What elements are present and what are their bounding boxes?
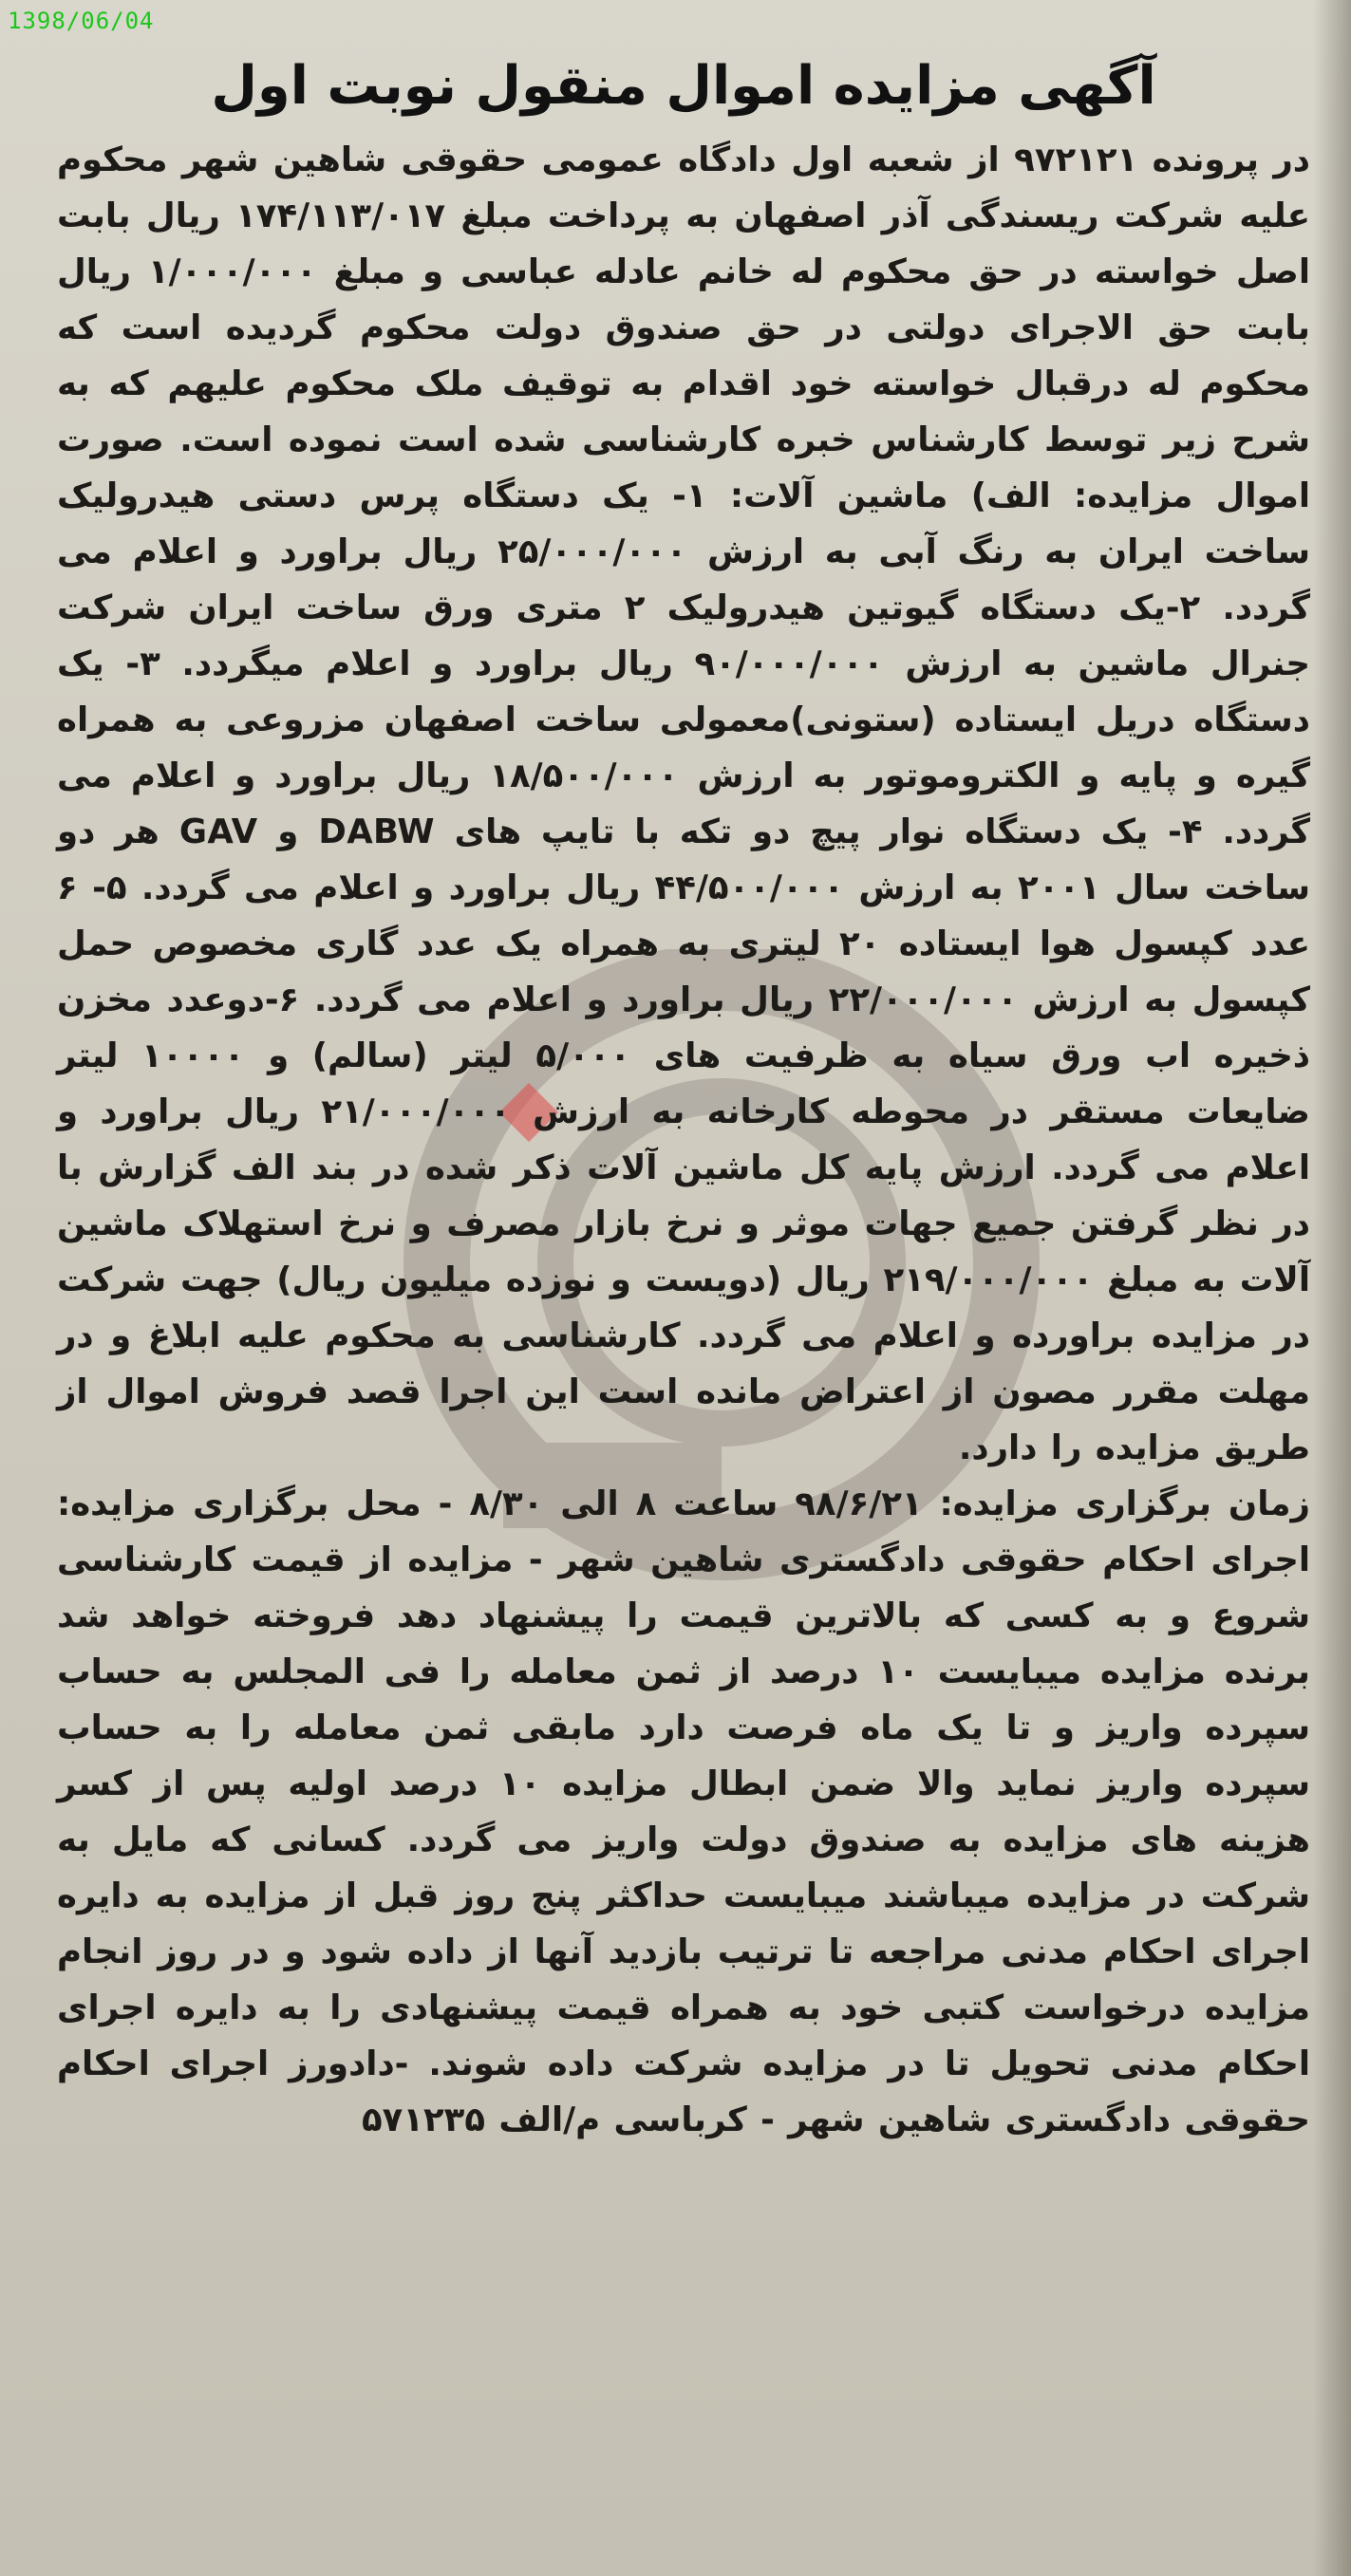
auction-notice — [57, 28, 1310, 2148]
date-stamp: 1398/06/04 — [8, 8, 155, 34]
notice-paragraph-schedule: زمان برگزاری مزایده: ۹۸/۶/۲۱ ساعت ۸ الی ۸/۳۰ - محل برگزاری مزایده: اجرای احکام حقوقی دادگستری شاهین شهر - مزایده از قیمت کارشناسی شروع و به کسی که بالاترین قیمت را پیشنهاد دهد فروخته خواهد شد برنده مزایده میبایست ۱۰ درصد از ثمن معامله را فی المجلس به حساب سپرده واریز و تا یک ماه فرصت دارد مابقی ثمن معامله را به حساب سپرده واریز نماید والا ضمن ابطال مزایده ۱۰ درصد اولیه پس از کسر هزینه های مزایده به صندوق دولت واریز می گردد. کسانی که مایل به شرکت در مزایده میباشند میبایست حداکثر پنج روز قبل از مزایده به دایره اجرای احکام مدنی مراجعه تا ترتیب بازدید آنها از داده شود و در روز انجام مزایده درخواست کتبی خود به همراه قیمت پیشنهادی را به دایره اجرای احکام مدنی تحویل تا در مزایده شرکت داده شوند. -دادورز اجرای احکام حقوقی دادگستری شاهین شهر - کرباسی م/الف ۵۷۱۲۳۵ — [57, 1484, 1310, 2139]
notice-paragraph-details: در پرونده ۹۷۲۱۲۱ از شعبه اول دادگاه عمومی حقوقی شاهین شهر محکوم علیه شرکت ریسندگی آذر اصفهان به پرداخت مبلغ ۱۷۴/۱۱۳/۰۱۷ ریال بابت اصل خواسته در حق محکوم له خانم عادله عباسی و مبلغ ۱/۰۰۰/۰۰۰ ریال بابت حق الاجرای دولتی در حق صندوق دولت محکوم گردیده است که محکوم له درقبال خواسته خود اقدام به توقیف ملک محکوم علیهم که به شرح زیر توسط کارشناس خبره کارشناسی شده است نموده است. صورت اموال مزایده: الف) ماشین آلات: ۱- یک دستگاه پرس دستی هیدرولیک ساخت ایران به رنگ آبی به ارزش ۲۵/۰۰۰/۰۰۰ ریال براورد و اعلام می گردد. ۲-یک دستگاه گیوتین هیدرولیک ۲ متری ورق ساخت ایران شرکت جنرال ماشین به ارزش ۹۰/۰۰۰/۰۰۰ ریال براورد و اعلام میگردد. ۳- یک دستگاه دریل ایستاده (ستونی)معمولی ساخت اصفهان مزروعی به همراه گیره و پایه و الکتروموتور به ارزش ۱۸/۵۰۰/۰۰۰ ریال براورد و اعلام می گردد. ۴- یک دستگاه نوار پیچ دو تکه با تایپ های DABW و GAV هر دو ساخت سال ۲۰۰۱ به ارزش ۴۴/۵۰۰/۰۰۰ ریال براورد و اعلام می گردد. ۵- ۶ عدد کپسول هوا ایستاده ۲۰ لیتری به همراه یک عدد گاری مخصوص حمل کپسول به ارزش ۲۲/۰۰۰/۰۰۰ ریال براورد و اعلام می گردد. ۶-دوعدد مخزن ذخیره اب ورق سیاه به ظرفیت های ۵/۰۰۰ لیتر (سالم) و ۱۰۰۰۰ لیتر ضایعات مستقر در محوطه کارخانه به ارزش ۲۱/۰۰۰/۰۰۰ ریال براورد و اعلام می گردد. ارزش پایه کل ماشین آلات ذکر شده در بند الف گزارش با در نظر گرفتن جمیع جهات موثر و نرخ بازار مصرف و نرخ استهلاک ماشین آلات به مبلغ ۲۱۹/۰۰۰/۰۰۰ ریال (دویست و نوزده میلیون ریال) جهت شرکت در مزایده براورده و اعلام می گردد. کارشناسی به محکوم علیه ابلاغ و در مهلت مقرر مصون از اعتراض مانده است این اجرا قصد فروش اموال از طریق مزایده را دارد. — [57, 140, 1311, 1467]
notice-title: آگهی مزایده اموال منقول نوبت اول — [211, 55, 1156, 117]
page-edge-shadow — [1313, 0, 1351, 2576]
